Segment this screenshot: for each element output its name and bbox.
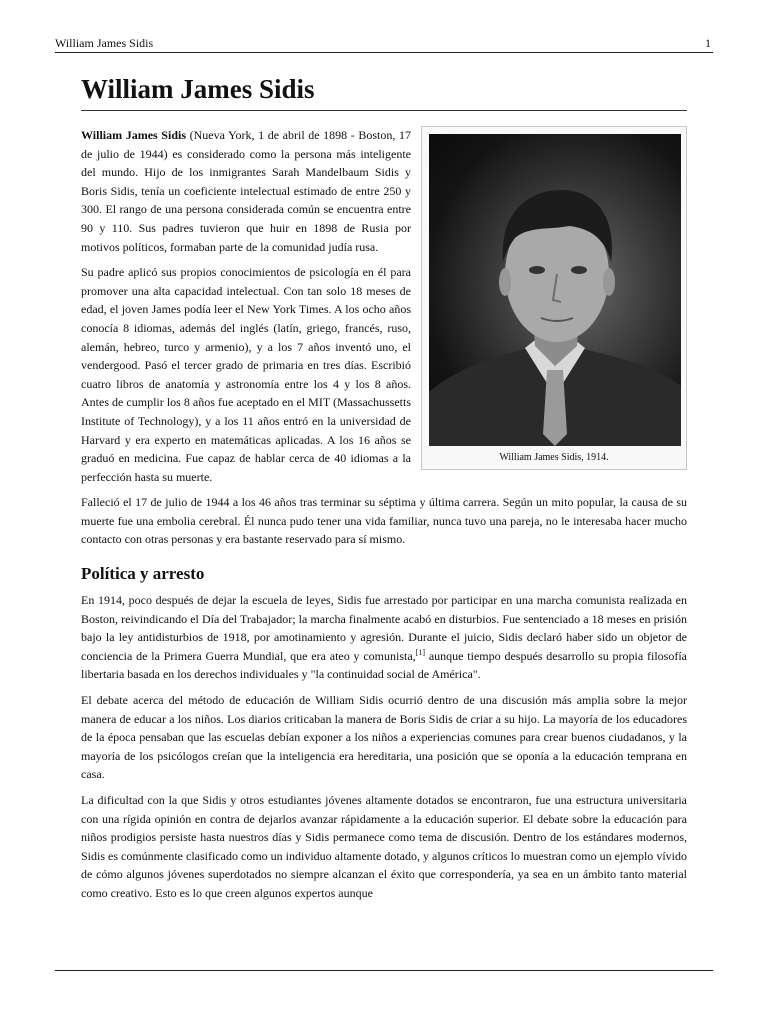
figure-caption: William James Sidis, 1914. [499,452,609,463]
portrait-photo [429,134,681,446]
page-number: 1 [705,36,711,50]
arrest-text: En 1914, poco después de dejar la escuela de leyes, Sidis fue arrestado por participar en una marcha comunista realizada en Boston, reivindicando el Día del Trabajador; la marcha finalmente acabó en disturbios. Fue sentenciado a 18 meses en prisión bajo la ley antidisturbios de 1918, por amotinamiento y agresión. Durante el juicio, Sidis declaró haber sido un objetor de conciencia de la Primera Guerra Mundial, que era ateo y comunista, [81,593,687,663]
paragraph-death: Falleció el 17 de julio de 1944 a los 46 años tras terminar su séptima y última carrera. Según un mito popular, la causa de su muerte fue una embolia cerebral. Él nunca pudo tener una vida familiar, nunca tuvo una pareja, no le interesaba hacer mucho contacto con otras personas y era bastante reservado para sí mismo. [81,495,687,547]
arrest-text-cont: aunque tiempo después desarrollo su propia filosofía libertaria basada en los derechos individuales y "la continuidad social de América". [81,648,687,682]
section-title: Política y arresto [81,564,205,584]
paragraph-childhood: Su padre aplicó sus propios conocimientos de psicología en él para promover una alta capacidad intelectual. Con tan solo 18 meses de edad, el joven James podía leer el New York Times. A los ocho años conocía 8 idiomas, además del inglés (latín, griego, francés, ruso, alemán, hebreo, turco y armenio), y a los 7 años inventó uno, el vendergood. Pasó el tercer grado de primaria en tres días. Escribió cuatro libros de anatomía y astronomía entre los 4 y los 8 años. Antes de cumplir los 8 años fue aceptado en el MIT (Massachussetts Institute of Technology), y a los 11 años entró en la universidad de Harvard y era experto en matemáticas aplicadas. A los 16 años se graduó en medicina. Fue capaz de hablar cerca de 40 idiomas a la perfección hasta su muerte. [81,265,411,484]
running-title: William James Sidis [55,36,154,50]
portrait-figure [421,126,687,470]
paragraph-difficulty: La dificultad con la que Sidis y otros estudiantes jóvenes altamente dotados se encontraron, fue una estructura universitaria con una rígida opinión en contra de dejarlos avanzar rápidamente a la educación superior. El debate sobre la educación para niños prodigios persiste hasta nuestros días y Sidis permanece como tema de discusión. Dentro de los estándares modernos, Sidis es comúnmente clasificado como un individuo altamente dotado, y algunos críticos lo muestran como un ejemplo vívido de cómo algunos jóvenes superdotados no siempre alcanzan el éxito que correspondería, ya sea en un ámbito tanto material como creativo. Esto es lo que creen algunos expertos aunque [81,793,687,900]
running-header [55,34,713,53]
footer-rule [55,970,713,971]
reference-link[interactable]: [1] [415,647,426,657]
paragraph-arrest [81,591,687,684]
page-title: William James Sidis [81,72,687,111]
paragraph-education-debate: El debate acerca del método de educación de William Sidis ocurrió dentro de una discusión más amplia sobre la mejor manera de educar a los niños. Los diarios criticaban la manera de Boris Sidis de criar a su hijo. La mayoría de los educadores de la época pensaban que las escuelas debían exponer a los niños a experiencias comunes para crear buenos ciudadanos, y la mayoría de los psicólogos creían que la inteligencia era hereditaria, una posición que se oponía a la educación temprana en casa. [81,693,687,782]
article-body [81,72,687,910]
lead-text: (Nueva York, 1 de abril de 1898 - Boston, 17 de julio de 1944) es considerado como la persona más inteligente del mundo. Hijo de los inmigrantes Sarah Mandelbaum Sidis y Boris Sidis, tenía un coeficiente intelectual estimado de entre 250 y 300. El rango de una persona considerada común se encuentra entre 90 y 110. Sus padres tuvieron que huir en 1898 de Rusia por motivos políticos, formaban parte de la comunidad judía rusa. [81,128,411,254]
lead-name: William James Sidis [81,128,186,142]
